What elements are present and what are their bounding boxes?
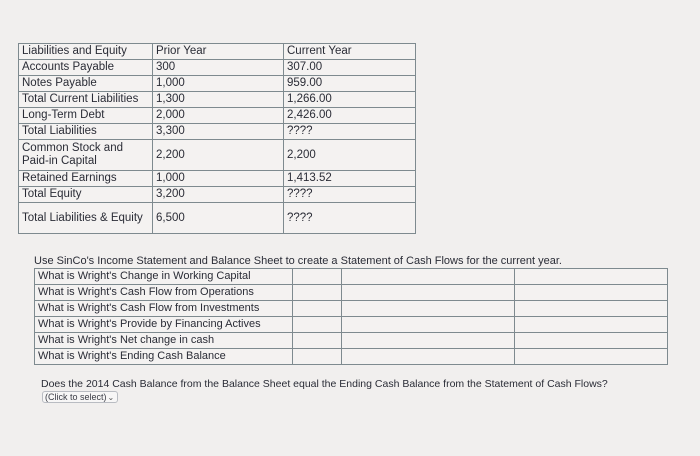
row-label: Notes Payable xyxy=(19,76,153,92)
table-row xyxy=(35,269,668,285)
prior-value: 6,500 xyxy=(153,203,284,234)
balance-sheet-table xyxy=(18,43,416,234)
answer-cell[interactable] xyxy=(515,333,668,349)
row-label: Retained Earnings xyxy=(19,171,153,187)
answer-input[interactable] xyxy=(342,317,515,333)
answer-input[interactable] xyxy=(342,349,515,365)
table-header-row xyxy=(19,44,416,60)
prior-value: 1,000 xyxy=(153,76,284,92)
current-value[interactable]: ???? xyxy=(284,203,416,234)
table-row xyxy=(19,187,416,203)
answer-cell[interactable] xyxy=(293,333,342,349)
header-liabilities-equity: Liabilities and Equity xyxy=(19,44,153,60)
header-current-year: Current Year xyxy=(284,44,416,60)
answer-cell[interactable] xyxy=(293,301,342,317)
answer-cell[interactable] xyxy=(293,285,342,301)
current-value[interactable]: 2,426.00 xyxy=(284,108,416,124)
answer-cell[interactable] xyxy=(515,301,668,317)
table-row xyxy=(19,92,416,108)
final-question-text: Does the 2014 Cash Balance from the Balance Sheet equal the Ending Cash Balance from the Statement of Cash Flows? xyxy=(41,378,608,390)
current-value[interactable]: 959.00 xyxy=(284,76,416,92)
answer-cell[interactable] xyxy=(293,349,342,365)
row-label: Total Liabilities & Equity xyxy=(19,203,153,234)
answer-input[interactable] xyxy=(342,285,515,301)
question-label: What is Wright's Ending Cash Balance xyxy=(35,349,293,365)
answer-cell[interactable] xyxy=(515,269,668,285)
table-row xyxy=(19,124,416,140)
current-value[interactable]: ???? xyxy=(284,187,416,203)
answer-cell[interactable] xyxy=(515,285,668,301)
prior-value: 300 xyxy=(153,60,284,76)
row-label: Total Current Liabilities xyxy=(19,92,153,108)
table-row xyxy=(35,285,668,301)
current-value[interactable]: ???? xyxy=(284,124,416,140)
row-label: Total Liabilities xyxy=(19,124,153,140)
instruction-text: Use SinCo's Income Statement and Balance Sheet to create a Statement of Cash Flows for the current year. xyxy=(34,255,562,267)
table-row xyxy=(35,317,668,333)
header-prior-year: Prior Year xyxy=(153,44,284,60)
table-row xyxy=(19,108,416,124)
question-label: What is Wright's Provide by Financing Actives xyxy=(35,317,293,333)
current-value[interactable]: 1,413.52 xyxy=(284,171,416,187)
current-value[interactable]: 1,266.00 xyxy=(284,92,416,108)
row-label: Common Stock and Paid-in Capital xyxy=(19,140,153,171)
answer-select[interactable] xyxy=(42,391,118,403)
answer-cell[interactable] xyxy=(515,349,668,365)
question-label: What is Wright's Cash Flow from Operations xyxy=(35,285,293,301)
table-row xyxy=(19,60,416,76)
current-value[interactable]: 307.00 xyxy=(284,60,416,76)
select-label: (Click to select) xyxy=(45,392,107,402)
prior-value: 2,000 xyxy=(153,108,284,124)
row-label: Total Equity xyxy=(19,187,153,203)
current-value[interactable]: 2,200 xyxy=(284,140,416,171)
prior-value: 1,300 xyxy=(153,92,284,108)
chevron-down-icon: ⌄ xyxy=(107,393,115,402)
answer-input[interactable] xyxy=(342,301,515,317)
row-label: Long-Term Debt xyxy=(19,108,153,124)
cash-flow-table xyxy=(34,268,668,365)
answer-input[interactable] xyxy=(342,269,515,285)
row-label: Accounts Payable xyxy=(19,60,153,76)
table-row xyxy=(35,333,668,349)
table-row xyxy=(19,76,416,92)
answer-input[interactable] xyxy=(342,333,515,349)
answer-cell[interactable] xyxy=(293,269,342,285)
question-label: What is Wright's Cash Flow from Investments xyxy=(35,301,293,317)
table-row xyxy=(19,171,416,187)
table-row xyxy=(35,301,668,317)
question-label: What is Wright's Net change in cash xyxy=(35,333,293,349)
answer-cell[interactable] xyxy=(293,317,342,333)
prior-value: 2,200 xyxy=(153,140,284,171)
prior-value: 3,200 xyxy=(153,187,284,203)
table-row xyxy=(19,140,416,171)
table-row xyxy=(35,349,668,365)
prior-value: 3,300 xyxy=(153,124,284,140)
question-label: What is Wright's Change in Working Capital xyxy=(35,269,293,285)
answer-cell[interactable] xyxy=(515,317,668,333)
table-row xyxy=(19,203,416,234)
prior-value: 1,000 xyxy=(153,171,284,187)
